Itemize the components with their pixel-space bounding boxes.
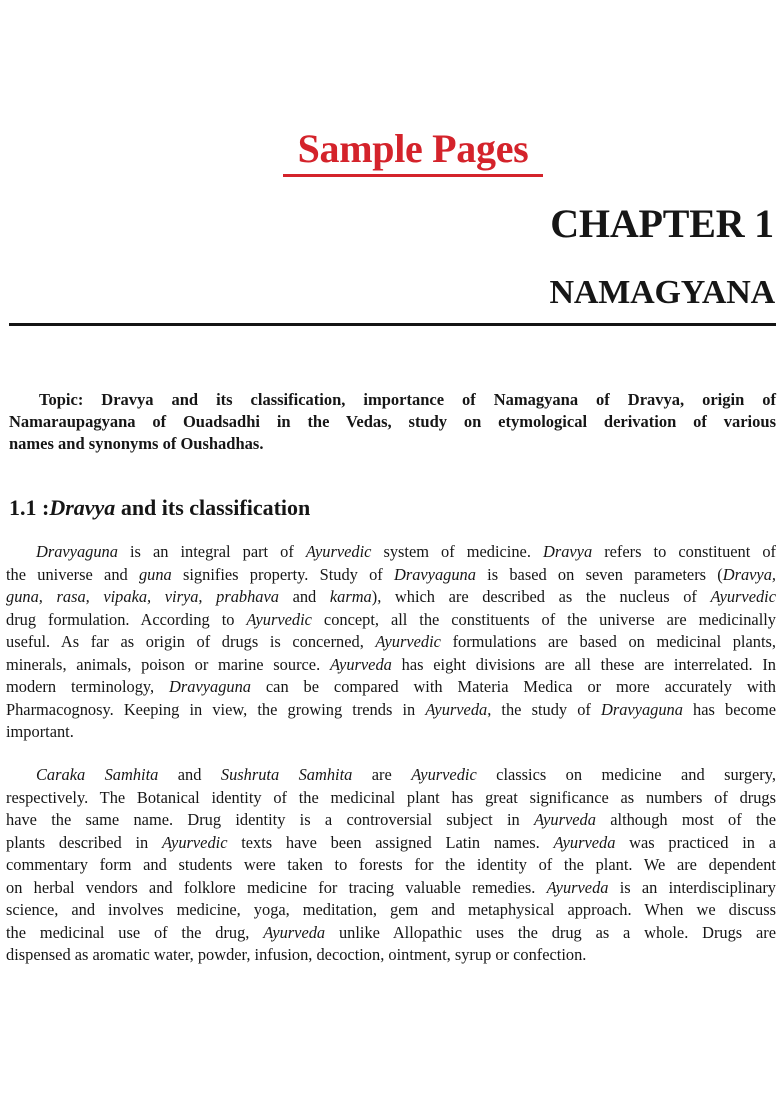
topic-summary	[9, 389, 776, 455]
text-run: texts have been assigned Latin names.	[227, 832, 554, 852]
paragraph-line	[6, 809, 776, 832]
sample-pages-title: Sample Pages	[297, 126, 529, 171]
text-run: is based on seven parameters (	[475, 564, 723, 584]
italic-term: Ayurvedic	[710, 587, 776, 606]
paragraph-line	[6, 564, 776, 587]
italic-term: Dravyaguna	[36, 542, 118, 561]
italic-term: guna	[138, 564, 172, 584]
italic-term: Ayurveda	[546, 877, 609, 897]
text-run: minerals, animals, poison or marine source.	[6, 654, 330, 674]
italic-term: Ayurveda	[329, 654, 392, 674]
topic-line: names and synonyms of Oushadhas.	[9, 434, 264, 453]
paragraph-line	[6, 721, 776, 744]
paragraph-line	[6, 609, 776, 632]
italic-term: karma	[329, 587, 372, 606]
italic-term: Ayurveda	[534, 810, 596, 829]
text-run: ), which are described as the nucleus of	[371, 587, 711, 606]
italic-term: Ayurvedic	[305, 542, 372, 561]
italic-term: Ayurveda	[263, 922, 326, 942]
section-title-rest: and its classification	[115, 495, 311, 520]
paragraph-line	[6, 899, 776, 922]
text-run: drug formulation. According to	[6, 609, 247, 629]
text-run: and	[278, 587, 330, 606]
italic-term: Ayurveda	[553, 832, 616, 852]
chapter-divider	[9, 323, 776, 326]
text-run: plants described in	[6, 832, 162, 852]
topic-line: Topic: Dravya and its classification, importance of Namagyana of Dravya, origin of	[39, 390, 776, 409]
text-run: have the same name. Drug identity is a controversial subject in	[6, 810, 535, 829]
paragraph-line	[6, 654, 776, 677]
paragraph-line	[6, 586, 776, 609]
paragraph-line	[6, 944, 776, 967]
topic-line: Namaraupagyana of Ouadsadhi in the Vedas, study on etymological derivation of various	[9, 412, 776, 431]
text-run: refers to constituent of	[592, 542, 776, 561]
text-run: , the study of	[487, 699, 601, 719]
text-run: concept, all the constituents of the universe are medicinally	[311, 609, 776, 629]
italic-term: Ayurvedic	[411, 765, 477, 784]
text-run: can be compared with Materia Medica or more accurately with	[250, 677, 776, 696]
paragraph-line	[6, 764, 776, 787]
text-run: classics on medicine and surgery,	[476, 765, 776, 784]
text-run: formulations are based on medicinal plants,	[440, 632, 776, 651]
italic-term: Ayurvedic	[246, 609, 312, 629]
text-run: useful. As far as origin of drugs is concerned,	[6, 632, 376, 651]
italic-term: Ayurveda	[425, 699, 488, 719]
paragraph-line	[6, 541, 776, 564]
text-run: respectively. The Botanical identity of the medicinal plant has great significance as numbers of drugs	[6, 787, 776, 807]
section-heading	[9, 493, 310, 523]
italic-term: Dravyaguna	[169, 677, 251, 696]
italic-term: Sushruta Samhita	[220, 765, 353, 784]
body-paragraph	[6, 541, 776, 744]
text-run: science, and involves medicine, yoga, meditation, gem and metaphysical approach. When we discuss	[6, 900, 776, 919]
chapter-title: NAMAGYANA	[549, 274, 775, 311]
text-run: Pharmacognosy. Keeping in view, the growing trends in	[6, 699, 426, 719]
text-run: unlike Allopathic uses the drug as a whole. Drugs are	[325, 922, 776, 942]
paragraph-line	[6, 877, 776, 900]
sample-pages-underline	[283, 174, 543, 177]
italic-term: Ayurvedic	[161, 832, 228, 852]
paragraph-line	[6, 631, 776, 654]
text-run: dispensed as aromatic water, powder, infusion, decoction, ointment, syrup or confection.	[6, 945, 587, 964]
paragraph-line	[6, 832, 776, 855]
paragraph-line	[6, 922, 776, 945]
paragraph-line	[6, 699, 776, 722]
italic-term: Dravya	[542, 542, 593, 561]
paragraph-line	[6, 787, 776, 810]
text-run: is an integral part of	[117, 542, 306, 561]
italic-term: Dravya,	[722, 564, 776, 584]
text-run: was practiced in a	[615, 832, 776, 852]
text-run: signifies property. Study of	[171, 564, 394, 584]
text-run: commentary form and students were taken to forests for the identity of the plant. We are dependent	[6, 855, 776, 874]
italic-term: Dravyaguna	[601, 699, 683, 719]
text-run: on herbal vendors and folklore medicine for tracing valuable remedies.	[6, 877, 547, 897]
text-run: and	[158, 765, 221, 784]
text-run: the universe and	[6, 564, 139, 584]
body-paragraph	[6, 764, 776, 967]
text-run: modern terminology,	[6, 677, 170, 696]
italic-term: Dravyaguna	[394, 564, 476, 584]
section-italic-term: Dravya	[49, 495, 116, 520]
text-run: are	[352, 765, 412, 784]
chapter-number: CHAPTER 1	[550, 201, 774, 246]
section-number: 1.1 :	[9, 495, 50, 520]
text-run: important.	[6, 722, 74, 741]
text-run: has become	[682, 699, 776, 719]
text-run: is an interdisciplinary	[608, 877, 776, 897]
italic-term: guna, rasa, vipaka, virya, prabhava	[6, 587, 279, 606]
italic-term: Ayurvedic	[375, 632, 441, 651]
paragraph-line	[6, 676, 776, 699]
text-run: although most of the	[595, 810, 776, 829]
text-run: system of medicine.	[371, 542, 543, 561]
text-run: has eight divisions are all these are interrelated. In	[391, 654, 777, 674]
text-run: the medicinal use of the drug,	[6, 922, 264, 942]
italic-term: Caraka Samhita	[36, 765, 159, 784]
paragraph-line	[6, 854, 776, 877]
